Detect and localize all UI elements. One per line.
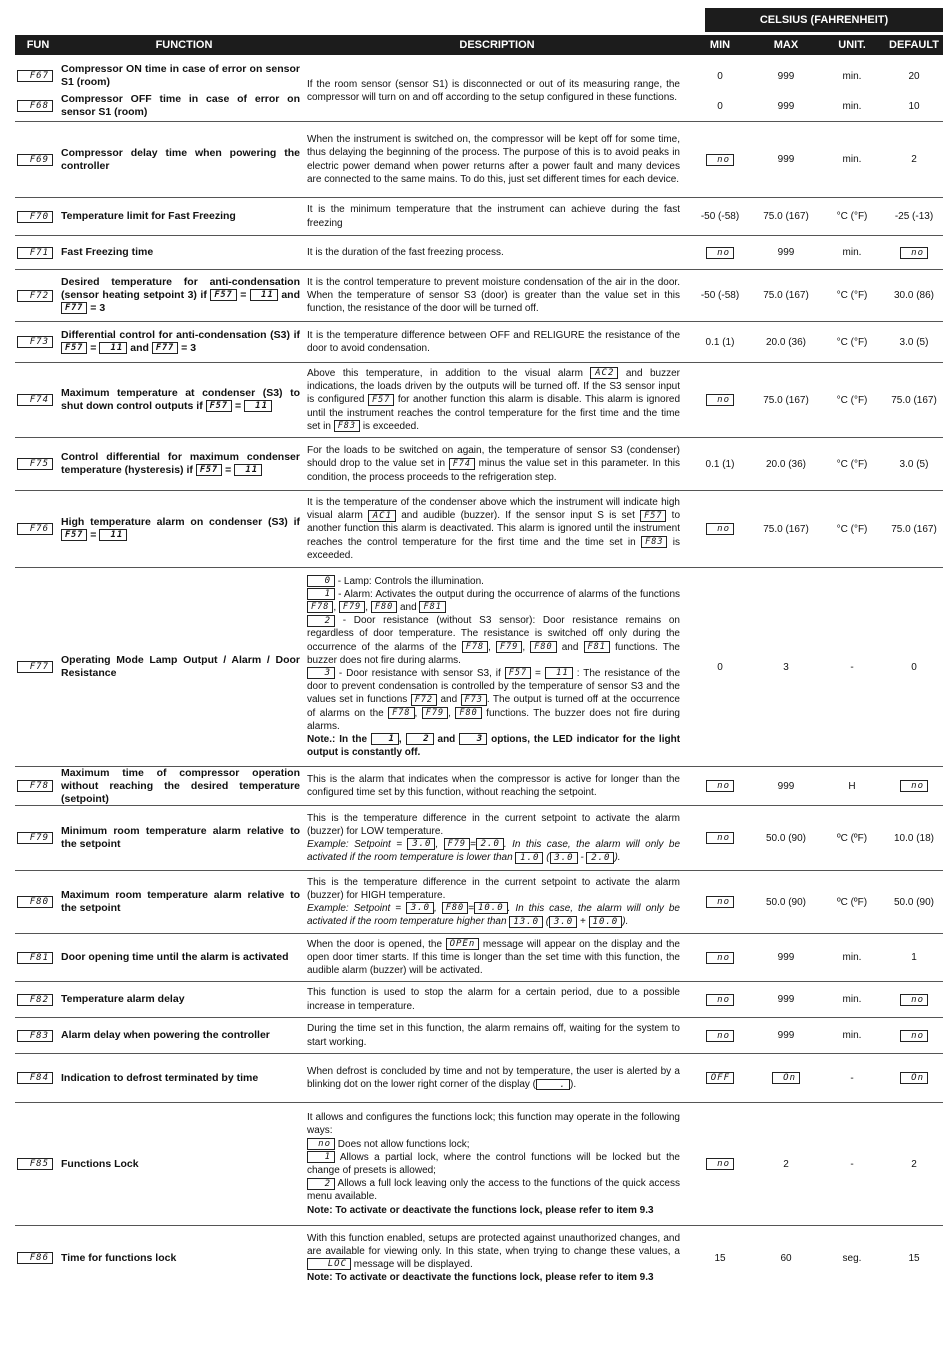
code-cell xyxy=(15,1103,55,1225)
code-cell xyxy=(15,871,55,933)
max-cell: 3 xyxy=(783,661,789,673)
function-cell: Alarm delay when powering the controller xyxy=(61,1029,270,1041)
default-cell xyxy=(885,767,943,805)
max-cell: 20.0 (36) xyxy=(765,458,807,470)
unit-cell: min. xyxy=(842,994,862,1005)
description-cell: It is the temperature of the condenser above which the instrument will indicate high visual alarm AC1 and audible (buzzer). If the sensor input S is set F57 to another function this alarm is deactivated. This alarm is ignored until the instrument reaches the control temperature for the first time and the time set in F83 is exceeded. xyxy=(307,496,681,561)
code-display: F76 xyxy=(17,523,53,535)
code-cell xyxy=(15,1018,55,1053)
function-cell: Maximum temperature at condenser (S3) to shut down control outputs if F57 = 11 xyxy=(61,387,300,412)
table-body xyxy=(15,61,943,1290)
code-cell xyxy=(15,934,55,981)
code-cell xyxy=(15,122,55,197)
default-cell: 75.0 (167) xyxy=(891,394,937,406)
lcd-value: F83 xyxy=(641,536,667,548)
code-cell xyxy=(15,1226,55,1290)
lcd-value: no xyxy=(706,780,734,792)
lcd-value: F73 xyxy=(461,694,487,706)
function-cell: Functions Lock xyxy=(61,1157,139,1170)
lcd-value: F78 xyxy=(388,707,414,719)
lcd-value: F57 xyxy=(640,510,666,522)
unit-cell: °C (°F) xyxy=(836,458,868,470)
lcd-value: no xyxy=(706,247,734,259)
max-cell: 999 xyxy=(777,1030,795,1041)
min-cell: -50 (-58) xyxy=(700,211,740,222)
unit-cell: - xyxy=(850,661,854,673)
lcd-value: 11 xyxy=(244,400,272,412)
header-description: DESCRIPTION xyxy=(459,39,535,51)
unit-cell: °C (°F) xyxy=(836,394,868,406)
code-cell xyxy=(15,806,55,870)
lcd-value: 3.0 xyxy=(407,838,435,850)
max-cell: 999 xyxy=(777,247,795,258)
max-cell: 999 xyxy=(777,952,795,963)
default-cell xyxy=(885,1054,943,1102)
lcd-value: 3 xyxy=(307,667,335,679)
function-cell: Time for functions lock xyxy=(61,1251,177,1264)
lcd-value: 2.0 xyxy=(476,838,504,850)
lcd-value: no xyxy=(900,1030,928,1042)
function-cell: Differential control for anti-condensation (S3) if F57 = 11 and F77 = 3 xyxy=(61,329,300,354)
lcd-value: F72 xyxy=(411,694,437,706)
code-display: F83 xyxy=(17,1030,53,1042)
units-band: CELSIUS (FAHRENHEIT) xyxy=(705,8,943,32)
min-cell: 0 xyxy=(717,661,723,673)
code-cell xyxy=(15,491,55,567)
max-cell: 999 xyxy=(777,994,795,1005)
table-row-f82 xyxy=(15,982,943,1018)
default-cell xyxy=(885,236,943,269)
lcd-value: no xyxy=(706,896,734,908)
lcd-value: 13.0 xyxy=(509,916,543,928)
lcd-value: no xyxy=(900,247,928,259)
lcd-value: F57 xyxy=(505,667,531,679)
table-row-f85 xyxy=(15,1103,943,1226)
lcd-value: 11 xyxy=(250,289,278,301)
unit-cell: min. xyxy=(842,247,862,258)
code-display: F70 xyxy=(17,211,53,223)
lcd-value: no xyxy=(706,832,734,844)
code-display: F84 xyxy=(17,1072,53,1084)
code-display: F67 xyxy=(17,70,53,82)
description-cell: During the time set in this function, the alarm remains off, waiting for the system to start working. xyxy=(307,1023,680,1048)
lcd-value: On xyxy=(772,1072,800,1084)
unit-cell: °C (°F) xyxy=(836,290,868,301)
min-cell xyxy=(687,491,753,567)
code-display: F75 xyxy=(17,458,53,470)
unit-cell: min. xyxy=(842,1030,862,1041)
lcd-value: no xyxy=(706,952,734,964)
lcd-value: F79 xyxy=(422,707,448,719)
description-cell: It is the temperature difference between OFF and RELIGURE the resistance of the door to avoid condensation. xyxy=(307,329,680,354)
code-cell xyxy=(15,1054,55,1102)
description-cell: With this function enabled, setups are protected against unauthorized changes, and are available for viewing only. In this state, when trying to change these values, a LOC message will be displayed. Note: To activate or deactivate the functions lock, please refer to item 9.3 xyxy=(307,1232,680,1284)
table-row-f86 xyxy=(15,1226,943,1290)
function-cell: High temperature alarm on condenser (S3) if F57 = 11 xyxy=(61,516,300,541)
min-cell: 15 xyxy=(714,1252,726,1264)
lcd-value: 1 xyxy=(307,588,335,600)
max-cell: 20.0 (36) xyxy=(765,336,807,348)
min-cell xyxy=(687,934,753,981)
lcd-value: no xyxy=(307,1138,335,1150)
lcd-value: F78 xyxy=(307,601,333,613)
lcd-value: LOC xyxy=(307,1258,351,1270)
description-cell: When defrost is concluded by time and not by temperature, the user is alerted by a blinking dot on the lower right corner of the display ( . ). xyxy=(307,1065,680,1090)
lcd-value: F81 xyxy=(419,601,445,613)
table-row-f67-f68 xyxy=(15,61,943,122)
code-display: F80 xyxy=(17,896,53,908)
lcd-value: 1.0 xyxy=(515,852,543,864)
lcd-value: F57 xyxy=(196,464,222,476)
description-cell: Above this temperature, in addition to the visual alarm AC2 and buzzer indications, the loads driven by the outputs will be turned off. If the S3 sensor input is configured F57 for another function this alarm is disable. This alarm is ignored until the instrument reaches the control temperature for the first time and the time set in F83 is exceeded. xyxy=(307,367,681,432)
lcd-value: F78 xyxy=(462,641,488,653)
code-cell xyxy=(15,322,55,362)
lcd-value: F83 xyxy=(334,420,360,432)
description-cell: It is the control temperature to prevent moisture condensation of the air in the door. When the temperature of sensor S3 (door) is greater than the value set in this function, the resistance of the door will be turned off. xyxy=(307,276,680,315)
max-cell: 75.0 (167) xyxy=(763,394,809,406)
lcd-value: no xyxy=(706,154,734,166)
default-cell: 75.0 (167) xyxy=(891,523,937,535)
lcd-value: AC1 xyxy=(368,510,396,522)
max-cell: 999 xyxy=(777,780,795,792)
function-cell: Temperature alarm delay xyxy=(61,993,185,1005)
unit-cell: H xyxy=(848,780,856,792)
unit-cell: °C (°F) xyxy=(836,211,868,222)
lcd-value: 10.0 xyxy=(474,902,508,914)
code-display: F78 xyxy=(17,780,53,792)
code-display: F68 xyxy=(17,100,53,112)
unit-cell: min. xyxy=(842,952,862,963)
code-cell xyxy=(15,982,55,1017)
max-cell: 75.0 (167) xyxy=(763,211,809,222)
min-cell xyxy=(687,122,753,197)
description-cell: 0 - Lamp: Controls the illumination. 1 - Alarm: Activates the output during the occurrence of alarms of the functions F78 , F79 , F80 and F81 2 - Door resistance (without S3 sensor): Door resistance remains on regardless of door temperature. The resistance is switched off only during the occurrence of the alarms of the F78 , F79 , F80 and F81 functions. The buzzer does not fire during alarms. 3 - Door resistance with sensor S3, if F57 = 11 : The resistance of the door to prevent condensation is controlled by the temperature of sensor S3 and the values set in functions F72 and F73 . The output is turned off at the occurrence of alarms on the F78 , F79 , F80 functions. The buzzer does not fire during alarms. Note.: In the 1 , 2 and 3 options, the LED indicator for the light output is constantly off. xyxy=(307,575,681,759)
table-row-f75 xyxy=(15,438,943,491)
header-function: FUNCTION xyxy=(155,39,213,51)
function-text: Compressor OFF time in case of error on sensor S1 (room) xyxy=(61,93,300,118)
unit-cell: - xyxy=(850,1158,854,1170)
code-display: F82 xyxy=(17,994,53,1006)
lcd-value: no xyxy=(706,1030,734,1042)
description-cell: This is the temperature difference in the current setpoint to activate the alarm (buzzer) for HIGH temperature. Example: Setpoint = 3.0 , F80 = 10.0 . In this case, the alarm will only be activated if the room temperature higher than 13.0 ( 3.0 + 10.0 ). xyxy=(307,876,680,928)
code-cell xyxy=(15,270,55,321)
code-display: F81 xyxy=(17,952,53,964)
default-cell: 2 xyxy=(911,1158,917,1170)
unit-cell: ºC (ºF) xyxy=(836,832,868,844)
lcd-value: 1 xyxy=(371,733,399,745)
default-cell: -25 (-13) xyxy=(894,211,934,222)
function-cell xyxy=(61,61,300,121)
lcd-value: 11 xyxy=(545,667,573,679)
function-cell: Control differential for maximum condenser temperature (hysteresis) if F57 = 11 xyxy=(61,451,300,476)
table-row-f78 xyxy=(15,767,943,806)
lcd-value: F80 xyxy=(530,641,556,653)
lcd-value: no xyxy=(900,994,928,1006)
lcd-value: 11 xyxy=(99,342,127,354)
function-cell: Desired temperature for anti-condensation (sensor heating setpoint 3) if F57 = 11 and F77 = 3 xyxy=(61,276,300,314)
description-cell: It is the duration of the fast freezing process. xyxy=(307,246,504,258)
table-row-f77 xyxy=(15,568,943,767)
table-row-f74 xyxy=(15,363,943,438)
default-cell xyxy=(885,982,943,1017)
code-cell xyxy=(15,568,55,766)
max-cell: 999 xyxy=(777,154,795,165)
min-cell xyxy=(687,1018,753,1053)
code-cell xyxy=(15,363,55,437)
table-row-f80 xyxy=(15,871,943,934)
default-cell: 30.0 (86) xyxy=(893,290,935,301)
code-cell xyxy=(15,61,55,121)
lcd-value: no xyxy=(900,780,928,792)
unit-cell: min. xyxy=(842,154,862,165)
function-cell: Operating Mode Lamp Output / Alarm / Door Resistance xyxy=(61,654,300,679)
description-cell: When the instrument is switched on, the compressor will be kept off for some time, thus delaying the beginning of the process. The purpose of this is to avoid peaks in electric power demand when power returns after a power fault and many devices are connected to the same mains. To do this, just set different times for each device. xyxy=(307,134,680,185)
min-cell xyxy=(687,982,753,1017)
lcd-value: 1 xyxy=(307,1151,335,1163)
lcd-value: F57 xyxy=(210,289,236,301)
description-cell: It is the minimum temperature that the instrument can achieve during the fast freezing xyxy=(307,204,680,229)
lcd-value: F80 xyxy=(371,601,397,613)
lcd-value: 3.0 xyxy=(549,916,577,928)
function-cell: Fast Freezing time xyxy=(61,246,154,258)
function-cell: Compressor delay time when powering the controller xyxy=(61,146,300,172)
code-display: F86 xyxy=(17,1252,53,1264)
lcd-value: 3.0 xyxy=(550,852,578,864)
min-cell xyxy=(687,363,753,437)
default-cell xyxy=(885,1018,943,1053)
lcd-value: 11 xyxy=(99,529,127,541)
default-cell: 1 xyxy=(911,952,917,963)
default-cell: 15 xyxy=(908,1252,920,1264)
header-max: MAX xyxy=(773,39,799,51)
header-default: DEFAULT xyxy=(889,39,939,51)
default-cell: 3.0 (5) xyxy=(899,458,929,470)
min-cell: 0.1 (1) xyxy=(705,336,735,348)
default-cell: 10.0 (18) xyxy=(893,832,935,844)
min-cell xyxy=(687,767,753,805)
table-row-f71 xyxy=(15,236,943,270)
lcd-value: OPEn xyxy=(446,938,480,950)
unit-cell: ºC (ºF) xyxy=(836,896,868,908)
max-cell: 50.0 (90) xyxy=(765,896,807,908)
lcd-value: F57 xyxy=(61,342,87,354)
lcd-value: no xyxy=(706,394,734,406)
lcd-value: 11 xyxy=(234,464,262,476)
code-display: F69 xyxy=(17,154,53,166)
code-display: F74 xyxy=(17,394,53,406)
lcd-value: 2 xyxy=(307,615,335,627)
table-row-f84 xyxy=(15,1054,943,1103)
lcd-value: 0 xyxy=(307,575,335,587)
header-fun: FUN xyxy=(26,39,50,51)
min-cell xyxy=(687,806,753,870)
table-row-f81 xyxy=(15,934,943,982)
function-cell: Maximum time of compressor operation without reaching the desired temperature (setpoint) xyxy=(61,766,300,805)
code-display: F79 xyxy=(17,832,53,844)
table-row-f79 xyxy=(15,806,943,871)
lcd-value: no xyxy=(706,994,734,1006)
function-cell: Minimum room temperature alarm relative to the setpoint xyxy=(61,825,300,850)
lcd-value: 3.0 xyxy=(406,902,434,914)
function-cell: Maximum room temperature alarm relative to the setpoint xyxy=(61,889,300,914)
description-cell: This function is used to stop the alarm for a certain period, due to a possible increase in temperature. xyxy=(307,987,680,1012)
code-cell xyxy=(15,767,55,805)
max-cell: 2 xyxy=(783,1158,789,1170)
table-row-f70 xyxy=(15,198,943,236)
default-cell: 3.0 (5) xyxy=(899,336,929,348)
lcd-value: 3 xyxy=(459,733,487,745)
min-cell xyxy=(687,1103,753,1225)
lcd-value: no xyxy=(706,523,734,535)
default-cell: 20 10 xyxy=(908,70,920,112)
table-header xyxy=(15,35,943,55)
lcd-value: 2 xyxy=(307,1178,335,1190)
lcd-value: F74 xyxy=(449,458,475,470)
lcd-value: no xyxy=(706,1158,734,1170)
description-cell: This is the temperature difference in the current setpoint to activate the alarm (buzzer) for LOW temperature. Example: Setpoint = 3.0 , F79 = 2.0 . In this case, the alarm will only be activated if the room temperature is lower than 1.0 ( 3.0 - 2.0 ). xyxy=(307,812,681,864)
min-cell: -50 (-58) xyxy=(700,290,740,301)
max-cell: 75.0 (167) xyxy=(763,523,809,535)
description-cell: If the room sensor (sensor S1) is disconnected or out of its measuring range, the compressor will turn on and off according to the setup configured in these functions. xyxy=(307,78,680,103)
min-cell xyxy=(687,236,753,269)
max-cell xyxy=(753,1054,819,1102)
header-min: MIN xyxy=(709,39,731,51)
header-unit: UNIT. xyxy=(838,39,866,51)
unit-cell: seg. xyxy=(842,1252,862,1264)
max-cell: 50.0 (90) xyxy=(765,832,807,844)
min-cell xyxy=(687,871,753,933)
lcd-value: F79 xyxy=(339,601,365,613)
lcd-value: F80 xyxy=(455,707,481,719)
lcd-value: AC2 xyxy=(590,367,618,379)
function-cell: Indication to defrost terminated by time xyxy=(61,1071,259,1084)
lcd-value: F79 xyxy=(444,838,470,850)
description-cell: For the loads to be switched on again, the temperature of sensor S3 (condenser) should drop to the value set in F74 minus the value set in this parameter. In this condition, the process proceeds to the refrigeration step. xyxy=(307,445,680,483)
default-cell: 0 xyxy=(911,661,917,673)
lcd-value: F57 xyxy=(206,400,232,412)
code-display: F72 xyxy=(17,290,53,302)
max-cell: 999 999 xyxy=(777,70,795,112)
function-text: Compressor ON time in case of error on sensor S1 (room) xyxy=(61,63,300,88)
description-cell: When the door is opened, the OPEn message will appear on the display and the open door timer starts. If this time is longer than the set time with this function, the audible alarm (buzzer) will be activated. xyxy=(307,938,680,977)
table-row-f72 xyxy=(15,270,943,322)
lcd-value: OFF xyxy=(706,1072,734,1084)
description-cell: It allows and configures the functions lock; this function may operate in the following ways: no Does not allow functions lock; 1 Allows a partial lock, where the control functions will be locked but the change of presets is allowed; 2 Allows a full lock leaving only the access to the functions of the quick access menu available. Note: To activate or deactivate the functions lock, please refer to item 9.3 xyxy=(307,1112,680,1216)
lcd-value: F80 xyxy=(442,902,468,914)
lcd-value: F77 xyxy=(152,342,178,354)
lcd-value: 2 xyxy=(406,733,434,745)
lcd-value: F79 xyxy=(496,641,522,653)
code-display: F85 xyxy=(17,1158,53,1170)
lcd-value: 10.0 xyxy=(589,916,623,928)
unit-cell: - xyxy=(850,1072,854,1084)
table-row-f73 xyxy=(15,322,943,363)
lcd-value: F57 xyxy=(368,394,394,406)
code-display: F77 xyxy=(17,661,53,673)
code-cell xyxy=(15,198,55,235)
lcd-value: 2.0 xyxy=(586,852,614,864)
max-cell: 75.0 (167) xyxy=(763,290,809,301)
code-display: F73 xyxy=(17,336,53,348)
default-cell: 50.0 (90) xyxy=(893,896,935,908)
min-cell: 0.1 (1) xyxy=(705,458,735,470)
min-cell: 0 0 xyxy=(717,70,723,112)
lcd-value: F77 xyxy=(61,302,87,314)
max-cell: 60 xyxy=(780,1252,792,1264)
lcd-value: F81 xyxy=(584,641,610,653)
code-cell xyxy=(15,438,55,490)
unit-cell: °C (°F) xyxy=(836,523,868,535)
code-cell xyxy=(15,236,55,269)
code-display: F71 xyxy=(17,247,53,259)
lcd-value: On xyxy=(900,1072,928,1084)
min-cell xyxy=(687,1054,753,1102)
default-cell: 2 xyxy=(911,154,917,165)
description-cell: This is the alarm that indicates when the compressor is active for longer than the configured time set by this function, without reaching the setpoint. xyxy=(307,773,680,798)
blinking-dot-display: . xyxy=(536,1079,570,1090)
unit-cell: °C (°F) xyxy=(836,336,868,348)
function-cell: Temperature limit for Fast Freezing xyxy=(61,210,236,222)
table-row-f83 xyxy=(15,1018,943,1054)
function-cell: Door opening time until the alarm is activated xyxy=(61,951,289,963)
unit-cell: min. min. xyxy=(842,70,862,112)
table-row-f76 xyxy=(15,491,943,568)
table-row-f69 xyxy=(15,122,943,198)
lcd-value: F57 xyxy=(61,529,87,541)
